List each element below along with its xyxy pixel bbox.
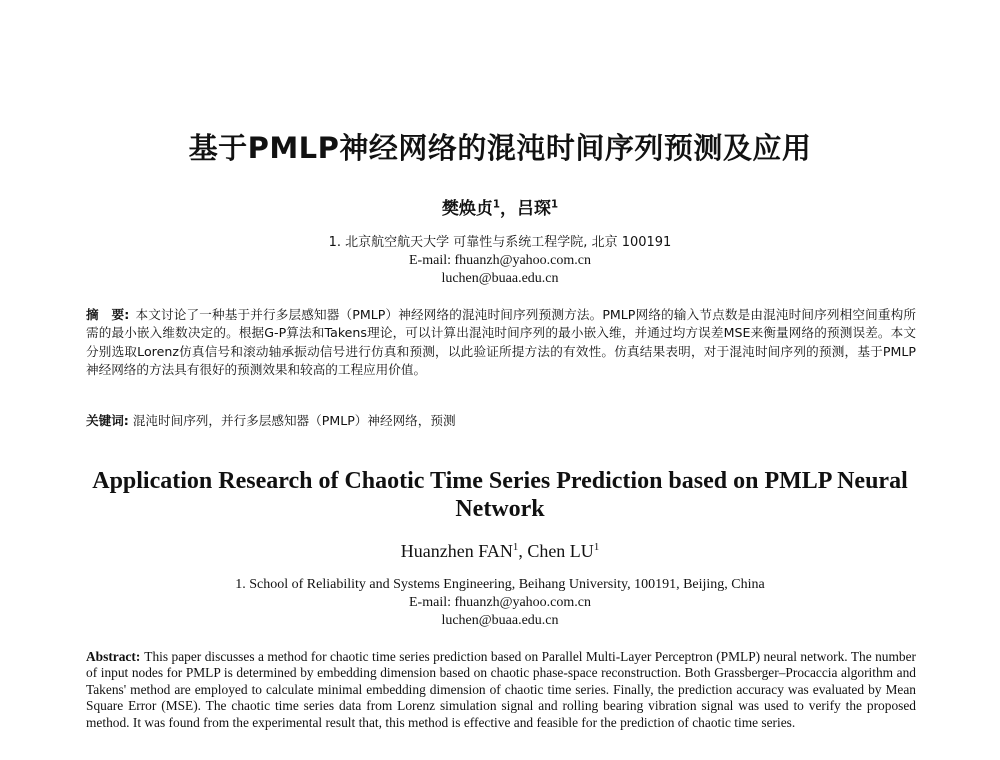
cn-abstract-text: 本文讨论了一种基于并行多层感知器（PMLP）神经网络的混沌时间序列预测方法。PMLP网络的输入节点数是由混沌时间序列相空间重构所需的最小嵌入维数决定的。根据G-P算法和Takens理论，可以计算出混沌时间序列的最小嵌入维，并通过均方误差MSE来衡量网络的预测误差。本文分别选取Lorenz仿真信号和滚动轴承振动信号进行仿真和预测，以此验证所提方法的有效性。仿真结果表明，对于混沌时间序列的预测，基于PMLP神经网络的方法具有很好的预测效果和较高的工程应用价值。 bbox=[86, 307, 916, 378]
chinese-authors bbox=[0, 194, 1000, 219]
cn-abstract-label: 摘 要: bbox=[86, 307, 130, 322]
chinese-keywords bbox=[86, 412, 916, 430]
en-email-2: luchen@buaa.edu.cn bbox=[441, 613, 559, 628]
english-title: Application Research of Chaotic Time Series Prediction based on PMLP Neural Network bbox=[92, 468, 908, 522]
cn-email-1: E-mail: fhuanzh@yahoo.com.cn bbox=[409, 253, 591, 268]
chinese-affiliation-block bbox=[0, 234, 1000, 288]
cn-keywords-text: 混沌时间序列，并行多层感知器（PMLP）神经网络，预测 bbox=[132, 413, 456, 428]
english-affiliation-block bbox=[0, 576, 1000, 630]
cn-email-2: luchen@buaa.edu.cn bbox=[441, 271, 559, 286]
chinese-abstract bbox=[86, 306, 916, 380]
en-abstract-label: Abstract: bbox=[86, 649, 141, 664]
en-abstract-text: This paper discusses a method for chaotic time series prediction based on Parallel Multi-Layer Perceptron (PMLP) neural network. The number of input nodes for PMLP is determined by embedding dimension based on chaotic phase-space reconstruction. Both Grassberger–Procaccia algorithm and Takens' method are employed to calculate minimal embedding dimension of chaotic time series. Finally, the prediction accuracy was evaluated by Mean Square Error (MSE). The chaotic time series data from Lorenz simulation signal and rolling bearing vibration signal was used to verify the proposed method. It was found from the experimental result that, this method is effective and feasible for the prediction of chaotic time series. bbox=[86, 649, 916, 730]
en-author-2: Chen LU bbox=[527, 541, 594, 561]
cn-author-separator: ， bbox=[500, 199, 517, 219]
english-authors bbox=[0, 541, 1000, 562]
cn-author-2-affiliation-mark: 1 bbox=[551, 199, 559, 211]
en-author-separator: , bbox=[518, 541, 528, 561]
chinese-title: 基于PMLP神经网络的混沌时间序列预测及应用 bbox=[188, 131, 812, 165]
cn-affiliation: 1. 北京航空航天大学 可靠性与系统工程学院, 北京 100191 bbox=[328, 235, 672, 250]
en-author-1-affiliation-mark: 1 bbox=[512, 541, 519, 553]
en-author-2-affiliation-mark: 1 bbox=[593, 541, 600, 553]
en-author-1: Huanzhen FAN bbox=[400, 541, 513, 561]
cn-keywords-label: 关键词: bbox=[86, 413, 129, 428]
cn-author-1: 樊焕贞 bbox=[441, 199, 493, 219]
en-affiliation: 1. School of Reliability and Systems Engineering, Beihang University, 100191, Beijing, China bbox=[235, 577, 765, 592]
cn-author-2: 吕琛 bbox=[517, 199, 551, 219]
en-email-1: E-mail: fhuanzh@yahoo.com.cn bbox=[409, 595, 591, 610]
english-abstract bbox=[86, 649, 916, 731]
cn-author-1-affiliation-mark: 1 bbox=[492, 199, 500, 211]
